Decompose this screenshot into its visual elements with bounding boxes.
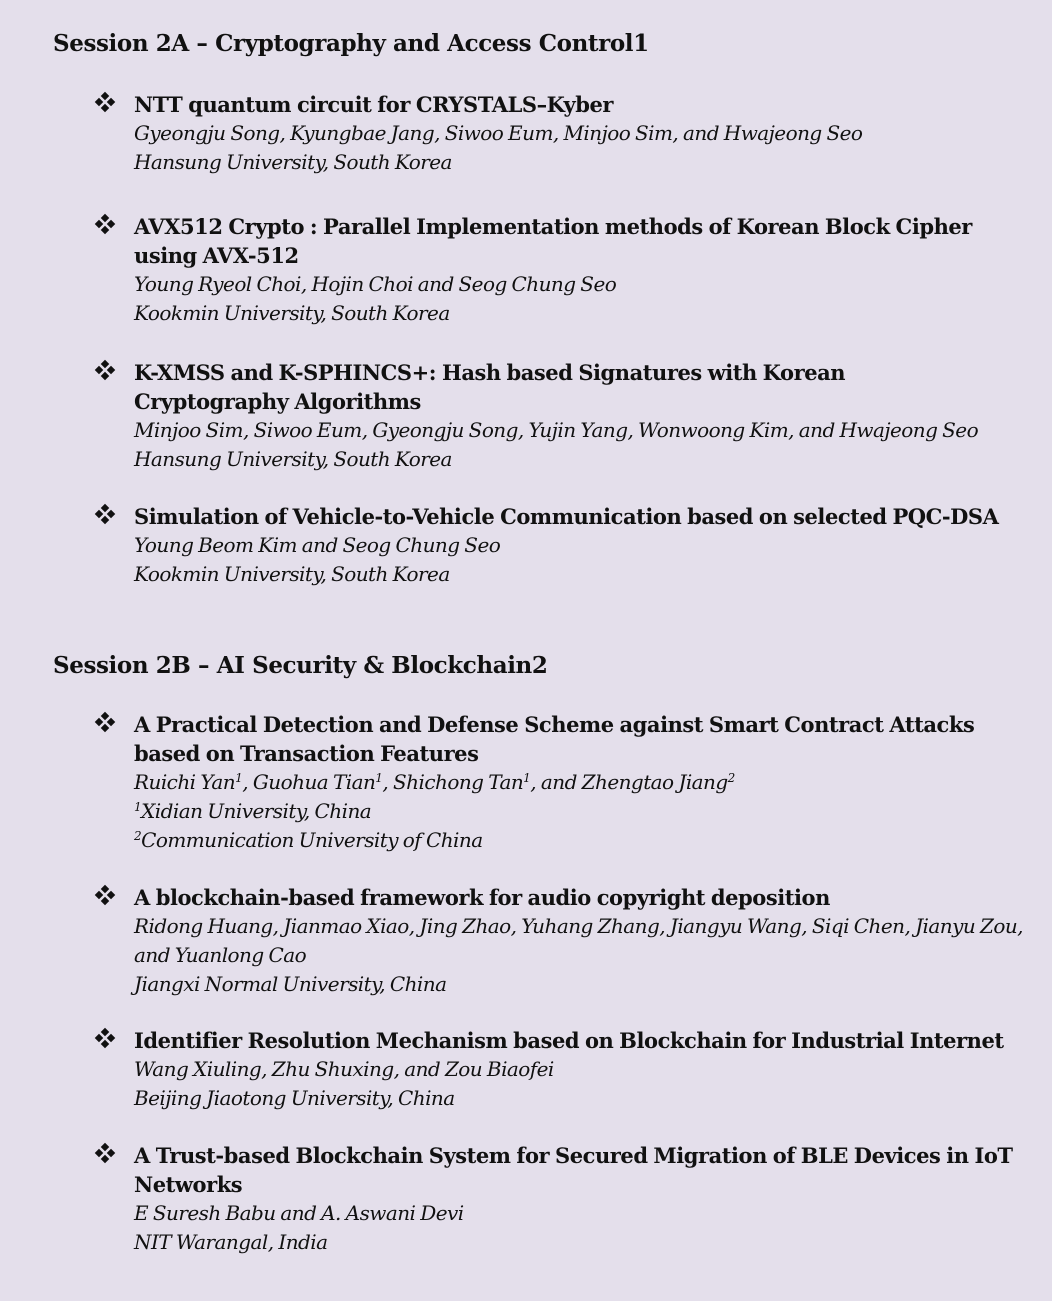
- author-name: Zhengtao Jiang: [581, 770, 728, 794]
- paper-title: Simulation of Vehicle-to-Vehicle Communication based on selected PQC-DSA: [134, 504, 999, 529]
- paper-title: K-XMSS and K-SPHINCS+: Hash based Signatures with Korean Cryptography Algorithms: [134, 360, 846, 414]
- affiliation-marker: 1: [134, 800, 142, 814]
- session-title: Session 2B – AI Security & Blockchain2: [53, 652, 548, 679]
- session-title: Session 2A – Cryptography and Access Control1: [53, 30, 649, 57]
- paper-authors: Young Ryeol Choi, Hojin Choi and Seog Chung Seo: [134, 272, 617, 296]
- affiliation-name: Xidian University, China: [141, 799, 372, 823]
- affiliation-marker: 1: [523, 771, 531, 785]
- paper-authors: Wang Xiuling, Zhu Shuxing, and Zou Biaofei: [134, 1057, 554, 1081]
- paper-entry: [94, 358, 1044, 474]
- paper-authors: [134, 768, 1044, 797]
- paper-entry: [94, 1141, 1044, 1257]
- diamond-bullet-icon: [94, 885, 116, 907]
- paper-affiliation: Kookmin University, South Korea: [134, 562, 450, 586]
- paper-title: A Trust-based Blockchain System for Secured Migration of BLE Devices in IoT Networks: [134, 1143, 1013, 1197]
- diamond-bullet-icon: [94, 1143, 116, 1165]
- affiliation-marker: 1: [375, 771, 383, 785]
- affiliation-name: Communication University of China: [141, 828, 483, 852]
- paper-affiliation: Kookmin University, South Korea: [134, 301, 450, 325]
- paper-entry: [94, 212, 1044, 328]
- paper-title: A Practical Detection and Defense Scheme against Smart Contract Attacks based on Transaction Features: [134, 712, 975, 766]
- paper-affiliation: [134, 797, 1044, 826]
- affiliation-marker: 2: [727, 771, 735, 785]
- author-name: Ruichi Yan: [134, 770, 236, 794]
- diamond-bullet-icon: [94, 360, 116, 382]
- author-name: Guohua Tian: [252, 770, 376, 794]
- author-separator: ,: [242, 770, 253, 794]
- paper-authors: Minjoo Sim, Siwoo Eum, Gyeongju Song, Yujin Yang, Wonwoong Kim, and Hwajeong Seo: [134, 418, 979, 442]
- diamond-bullet-icon: [94, 214, 116, 236]
- paper-authors: Gyeongju Song, Kyungbae Jang, Siwoo Eum, Minjoo Sim, and Hwajeong Seo: [134, 121, 863, 145]
- paper-affiliation: Hansung University, South Korea: [134, 150, 452, 174]
- paper-entry: [94, 502, 1044, 589]
- paper-affiliation: [134, 826, 1044, 855]
- paper-authors: Ridong Huang, Jianmao Xiao, Jing Zhao, Yuhang Zhang, Jiangyu Wang, Siqi Chen, Jianyu Zou, and Yuanlong Cao: [134, 914, 1023, 967]
- paper-affiliation: NIT Warangal, India: [134, 1230, 328, 1254]
- paper-title: NTT quantum circuit for CRYSTALS–Kyber: [134, 92, 614, 117]
- paper-entry: [94, 710, 1044, 855]
- paper-entry: [94, 1026, 1044, 1113]
- paper-authors: E Suresh Babu and A. Aswani Devi: [134, 1201, 464, 1225]
- paper-title: A blockchain-based framework for audio copyright deposition: [134, 885, 830, 910]
- affiliation-marker: 1: [235, 771, 243, 785]
- diamond-bullet-icon: [94, 504, 116, 526]
- paper-title: Identifier Resolution Mechanism based on Blockchain for Industrial Internet: [134, 1028, 1004, 1053]
- paper-title: AVX512 Crypto : Parallel Implementation methods of Korean Block Cipher using AVX-512: [134, 214, 972, 268]
- affiliation-marker: 2: [134, 829, 142, 843]
- diamond-bullet-icon: [94, 1028, 116, 1050]
- diamond-bullet-icon: [94, 712, 116, 734]
- diamond-bullet-icon: [94, 92, 116, 114]
- paper-affiliation: Beijing Jiaotong University, China: [134, 1086, 455, 1110]
- author-separator: , and: [530, 770, 582, 794]
- paper-entry: [94, 883, 1044, 999]
- author-name: Shichong Tan: [393, 770, 524, 794]
- paper-affiliation: Hansung University, South Korea: [134, 447, 452, 471]
- author-separator: ,: [382, 770, 394, 794]
- paper-authors: Young Beom Kim and Seog Chung Seo: [134, 533, 501, 557]
- paper-affiliation: Jiangxi Normal University, China: [134, 972, 447, 996]
- paper-entry: [94, 90, 1044, 177]
